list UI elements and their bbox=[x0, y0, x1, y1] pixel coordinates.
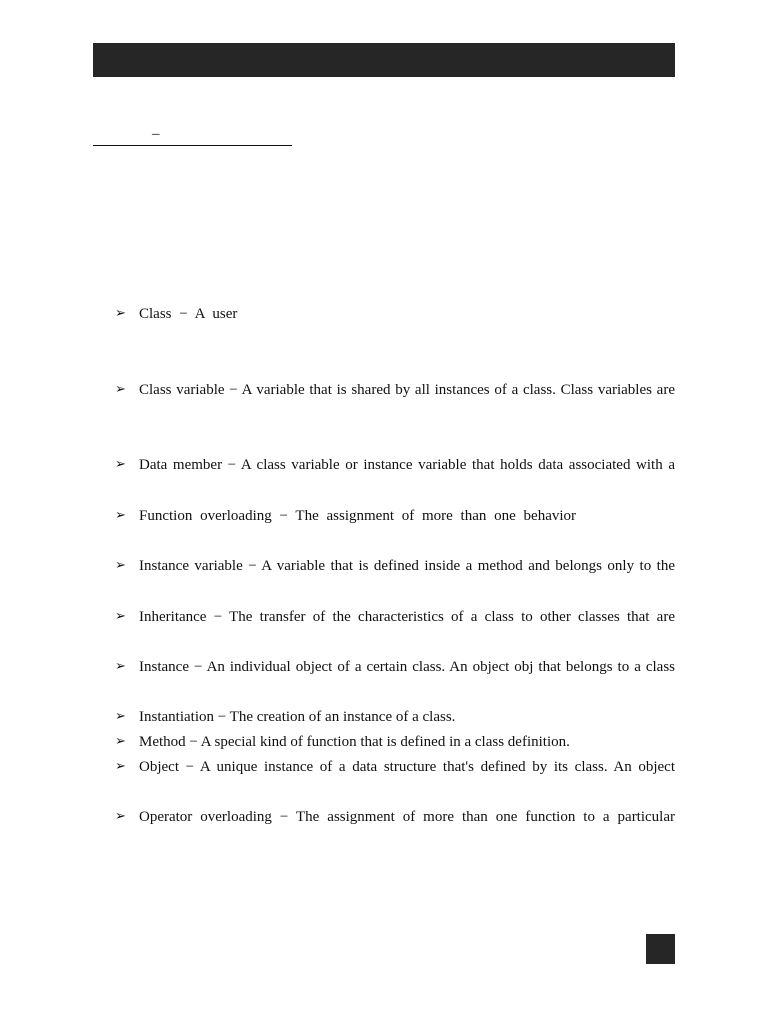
arrow-bullet-icon: ➢ bbox=[115, 809, 126, 824]
list-item-text: Operator overloading − The assignment of more than one function to a particular bbox=[139, 809, 675, 825]
arrow-bullet-icon: ➢ bbox=[115, 609, 126, 624]
arrow-bullet-icon: ➢ bbox=[115, 659, 126, 674]
header-bar bbox=[93, 43, 675, 77]
arrow-bullet-icon: ➢ bbox=[115, 734, 126, 749]
list-item-text: Inheritance − The transfer of the characteristics of a class to other classes that are bbox=[139, 609, 675, 625]
list-item-text: Instantiation − The creation of an instance of a class. bbox=[139, 709, 456, 725]
page-number-box bbox=[646, 934, 675, 964]
arrow-bullet-icon: ➢ bbox=[115, 382, 126, 397]
list-item-text: Data member − A class variable or instance variable that holds data associated with a bbox=[139, 457, 675, 473]
arrow-bullet-icon: ➢ bbox=[115, 558, 126, 573]
heading-dash: – bbox=[152, 126, 160, 142]
arrow-bullet-icon: ➢ bbox=[115, 709, 126, 724]
list-item-text: Method − A special kind of function that is defined in a class definition. bbox=[139, 734, 570, 750]
arrow-bullet-icon: ➢ bbox=[115, 457, 126, 472]
list-item-text: Instance − An individual object of a certain class. An object obj that belongs to a class bbox=[139, 659, 675, 675]
list-item-text: Object − A unique instance of a data structure that's defined by its class. An object bbox=[139, 759, 675, 775]
list-item-text: Class variable − A variable that is shared by all instances of a class. Class variables are bbox=[139, 382, 675, 398]
list-item-text: Instance variable − A variable that is defined inside a method and belongs only to the bbox=[139, 558, 675, 574]
section-heading-underline bbox=[93, 125, 292, 146]
arrow-bullet-icon: ➢ bbox=[115, 306, 126, 321]
arrow-bullet-icon: ➢ bbox=[115, 508, 126, 523]
arrow-bullet-icon: ➢ bbox=[115, 759, 126, 774]
list-item-text: Function overloading − The assignment of more than one behavior bbox=[139, 508, 577, 524]
list-item-text: Class − A user bbox=[139, 306, 238, 322]
